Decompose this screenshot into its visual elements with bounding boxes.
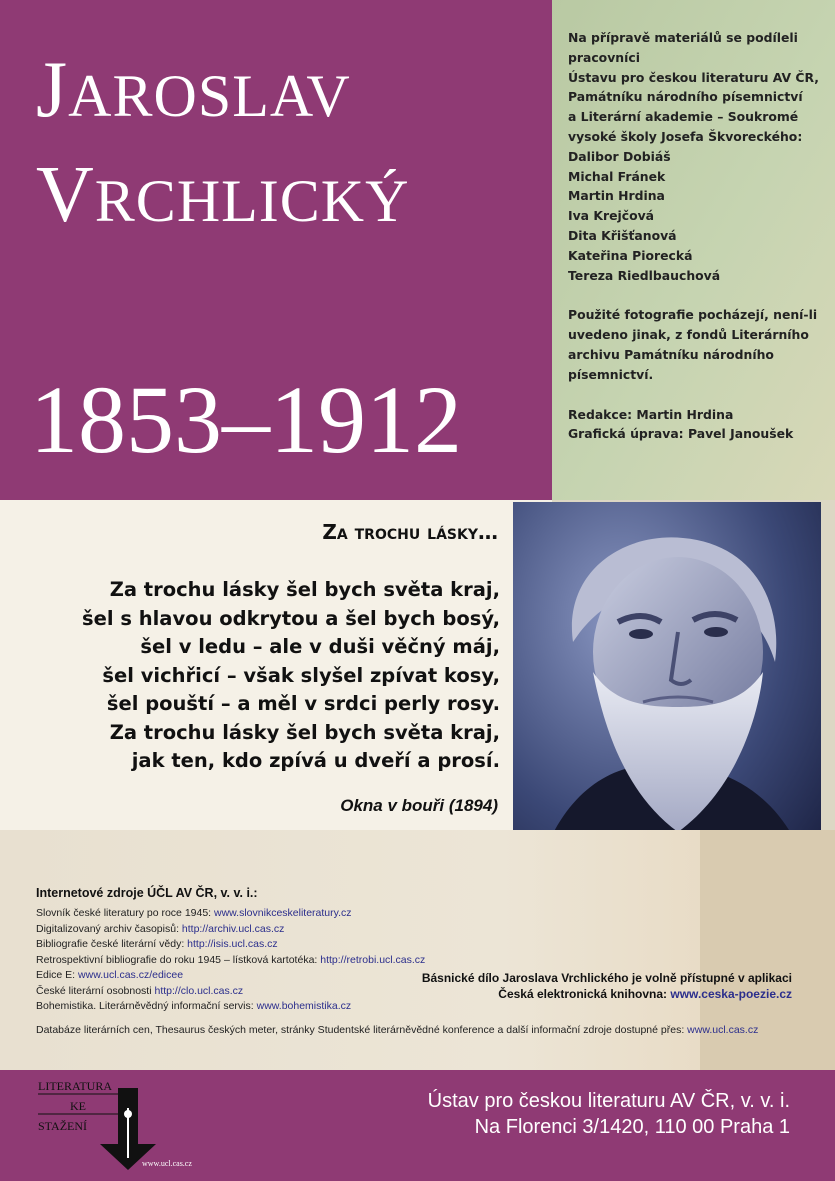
svg-text:KE: KE [70,1099,86,1113]
credits-text [568,28,828,444]
credits-line: pracovníci [568,49,640,65]
address-line: Na Florenci 3/1420, 110 00 Praha 1 [474,1116,790,1138]
photo-note-line: uvedeno jinak, z fondů Literárního [568,327,809,343]
institute-address [300,1088,790,1140]
resource-link[interactable]: http://clo.ucl.cas.cz [154,984,244,997]
resources-title: Internetové zdroje ÚČL AV ČR, v. v. i.: [36,886,258,900]
credits-name: Martin Hrdina [568,188,665,204]
poem-line: šel s hlavou odkrytou a šel bych bosý, [82,606,500,630]
poem-line: šel pouští – a měl v srdci perly rosy. [106,692,500,715]
resources-list [36,906,425,1015]
resource-item: České literární osobnosti http://clo.ucl.cas.cz [36,984,244,997]
poem-source: Okna v bouři (1894) [340,796,498,815]
poem-title: Za trochu lásky… [322,520,498,544]
photo-note-line: písemnictví. [568,366,654,382]
life-years: 1853–1912 [30,366,462,473]
credits-line: Na přípravě materiálů se podíleli [568,30,798,45]
credits-name: Tereza Riedlbauchová [568,267,721,283]
poem-text [40,576,500,776]
photo-note-line: archivu Památníku národního [568,346,774,362]
credits-line: Ústavu pro českou literaturu AV ČR, [568,69,819,85]
design-credit: Grafická úprava: Pavel Janoušek [568,426,794,442]
credits-name: Michal Fránek [568,168,666,184]
literatura-ke-stazeni-logo [30,1078,210,1174]
photo-note-line: Použité fotografie pocházejí, není-li [568,307,818,323]
app-note-line: Básnické dílo Jaroslava Vrchlického je volně přístupné v aplikaci [421,971,792,985]
first-name: JAROSLAV [36,46,351,134]
resource-item: Retrospektivní bibliografie do roku 1945 – lístková kartotéka: http://retrobi.ucl.cas.cz [36,953,426,966]
poem-line: Za trochu lásky šel bych světa kraj, [109,720,500,744]
credits-line: Památníku národního písemnictví [568,89,803,105]
resource-link[interactable]: www.slovnikceskeliteratury.cz [214,907,352,919]
poem-line: Za trochu lásky šel bych světa kraj, [109,578,500,601]
poem-line: šel vichřicí – však slyšel zpívat kosy, [102,663,500,687]
credits-name: Dalibor Dobiáš [568,148,671,164]
credits-name: Dita Křišťanová [568,227,677,243]
resource-item: Bohemistika. Literárněvědný informační servis: www.bohemistika.cz [36,1000,352,1012]
poem-line: jak ten, kdo zpívá u dveří a prosí. [131,749,500,772]
resource-link[interactable]: www.ucl.cas.cz/edicee [78,969,184,981]
resource-item: Edice E: www.ucl.cas.cz/edicee [36,969,184,981]
svg-text:www.ucl.cas.cz: www.ucl.cas.cz [142,1159,192,1168]
resource-item: Digitalizovaný archiv časopisů: http://archiv.ucl.cas.cz [36,922,285,935]
svg-text:LITERATURA: LITERATURA [38,1079,112,1093]
credits-line: a Literární akademie – Soukromé [568,109,799,125]
app-note [380,970,792,1002]
databases-link[interactable]: www.ucl.cas.cz [687,1024,759,1036]
editor-credit: Redakce: Martin Hrdina [568,406,734,422]
svg-text:STAŽENÍ: STAŽENÍ [38,1119,88,1133]
credits-name: Kateřina Piorecká [568,247,693,263]
resource-link[interactable]: http://retrobi.ucl.cas.cz [320,953,426,966]
app-note-line: Česká elektronická knihovna: www.ceska-poezie.cz [498,987,792,1001]
app-link[interactable]: www.ceska-poezie.cz [670,987,792,1001]
resource-link[interactable]: www.bohemistika.cz [256,1000,352,1012]
databases-note: Databáze literárních cen, Thesaurus českých meter, stránky Studentské literárněvědné konference a další informační zdroje dostupné přes: www.ucl.cas.cz [36,1024,759,1036]
resource-item: Bibliografie české literární vědy: http://isis.ucl.cas.cz [36,938,278,950]
last-name: VRCHLICKÝ [36,151,410,239]
resource-item: Slovník české literatury po roce 1945: www.slovnikceskeliteratury.cz [36,907,352,919]
address-line: Ústav pro českou literaturu AV ČR, v. v. i. [427,1090,790,1112]
credits-name: Iva Krejčová [568,208,655,224]
credits-line: vysoké školy Josefa Škvoreckého: [568,128,803,144]
poem-line: šel v ledu – ale v duši věčný máj, [140,635,500,658]
resource-link[interactable]: http://isis.ucl.cas.cz [187,938,278,950]
resource-link[interactable]: http://archiv.ucl.cas.cz [181,922,285,935]
